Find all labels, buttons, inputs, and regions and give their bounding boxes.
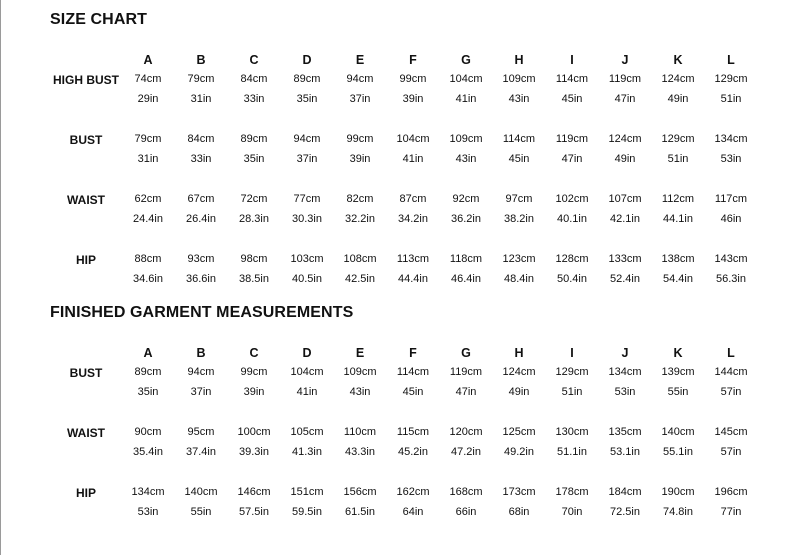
size-chart-in-value: 44.1in [663, 213, 693, 225]
size-chart-in-value: 38.2in [504, 213, 534, 225]
size-chart-title: SIZE CHART [50, 11, 147, 28]
size-chart-in-value: 45in [508, 153, 530, 165]
finished-garment-cm-value: 156cm [343, 486, 377, 498]
size-chart-cm-value: 87cm [399, 193, 427, 205]
finished-garment-in-value: 41in [296, 386, 318, 398]
finished-garment-in-value: 55in [190, 506, 212, 518]
size-chart-cm-value: 103cm [290, 253, 324, 265]
finished-garment-cm-value: 178cm [555, 486, 589, 498]
size-chart-size-header: L [727, 53, 735, 67]
finished-garment-cm-value: 151cm [290, 486, 324, 498]
size-chart-cm-value: 114cm [502, 133, 536, 145]
finished-garment-size-header: L [727, 346, 735, 360]
size-chart-in-value: 39in [402, 93, 424, 105]
size-chart-size-header: B [196, 53, 206, 67]
size-chart-size-header: G [461, 53, 471, 67]
size-chart-cm-value: 84cm [240, 73, 268, 85]
finished-garment-cm-value: 110cm [343, 426, 377, 438]
size-chart-cm-value: 79cm [187, 73, 215, 85]
size-chart-cm-value: 84cm [187, 133, 215, 145]
finished-garment-in-value: 41.3in [292, 446, 322, 458]
size-chart-in-value: 31in [137, 153, 159, 165]
finished-garment-cm-value: 140cm [184, 486, 218, 498]
finished-garment-cm-value: 95cm [187, 426, 215, 438]
size-chart-size-header: C [249, 53, 259, 67]
size-chart-cm-value: 74cm [134, 73, 162, 85]
finished-garment-in-value: 49.2in [504, 446, 534, 458]
finished-garment-in-value: 55in [667, 386, 689, 398]
size-chart-in-value: 54.4in [663, 273, 693, 285]
finished-garment-cm-value: 139cm [661, 366, 695, 378]
finished-garment-in-value: 47.2in [451, 446, 481, 458]
finished-garment-in-value: 61.5in [345, 506, 375, 518]
size-chart-in-value: 40.1in [557, 213, 587, 225]
finished-garment-size-header: I [570, 346, 574, 360]
finished-garment-in-value: 57.5in [239, 506, 269, 518]
size-chart-in-value: 39in [349, 153, 371, 165]
size-chart-in-value: 36.6in [186, 273, 216, 285]
finished-garment-title: FINISHED GARMENT MEASUREMENTS [50, 304, 354, 321]
size-chart-size-header: H [514, 53, 524, 67]
finished-garment-cm-value: 120cm [449, 426, 483, 438]
size-chart-in-value: 47in [614, 93, 636, 105]
finished-garment-in-value: 57in [720, 446, 742, 458]
size-chart-cm-value: 104cm [396, 133, 430, 145]
finished-garment-size-header: C [249, 346, 259, 360]
size-chart-in-value: 52.4in [610, 273, 640, 285]
size-chart-cm-value: 119cm [555, 133, 589, 145]
finished-garment-in-value: 45in [402, 386, 424, 398]
left-border-line [0, 0, 1, 555]
size-chart-in-value: 46.4in [451, 273, 481, 285]
finished-garment-cm-value: 135cm [608, 426, 642, 438]
size-chart-in-value: 49in [667, 93, 689, 105]
finished-garment-cm-value: 144cm [714, 366, 748, 378]
size-chart-cm-value: 109cm [449, 133, 483, 145]
finished-garment-size-header: J [621, 346, 629, 360]
finished-garment-size-header: H [514, 346, 524, 360]
finished-garment-in-value: 53.1in [610, 446, 640, 458]
finished-garment-cm-value: 89cm [134, 366, 162, 378]
size-chart-cm-value: 133cm [608, 253, 642, 265]
size-chart-in-value: 37in [349, 93, 371, 105]
size-chart-size-header: J [621, 53, 629, 67]
finished-garment-cm-value: 99cm [240, 366, 268, 378]
finished-garment-size-header: K [673, 346, 683, 360]
finished-garment-size-header: F [409, 346, 417, 360]
size-chart-in-value: 33in [243, 93, 265, 105]
size-chart-in-value: 40.5in [292, 273, 322, 285]
size-chart-cm-value: 118cm [449, 253, 483, 265]
size-chart-cm-value: 89cm [240, 133, 268, 145]
finished-garment-size-header: A [143, 346, 153, 360]
finished-garment-cm-value: 105cm [290, 426, 324, 438]
size-chart-in-value: 42.5in [345, 273, 375, 285]
size-chart-cm-value: 128cm [555, 253, 589, 265]
size-chart-cm-value: 99cm [346, 133, 374, 145]
size-chart-in-value: 51in [720, 93, 742, 105]
finished-garment-in-value: 59.5in [292, 506, 322, 518]
finished-garment-cm-value: 90cm [134, 426, 162, 438]
size-chart-cm-value: 143cm [714, 253, 748, 265]
finished-garment-in-value: 45.2in [398, 446, 428, 458]
size-chart-size-header: I [570, 53, 574, 67]
size-chart-row-label: HIP [75, 253, 96, 267]
finished-garment-cm-value: 140cm [661, 426, 695, 438]
size-chart-in-value: 51in [667, 153, 689, 165]
size-chart-size-header: F [409, 53, 417, 67]
size-chart-cm-value: 97cm [505, 193, 533, 205]
size-chart-cm-value: 88cm [134, 253, 162, 265]
size-chart-cm-value: 129cm [661, 133, 695, 145]
size-chart-cm-value: 79cm [134, 133, 162, 145]
finished-garment-in-value: 37in [190, 386, 212, 398]
size-chart-in-value: 33in [190, 153, 212, 165]
size-chart-in-value: 34.2in [398, 213, 428, 225]
size-chart-in-value: 42.1in [610, 213, 640, 225]
finished-garment-size-header: B [196, 346, 206, 360]
size-chart-cm-value: 62cm [134, 193, 162, 205]
size-chart-in-value: 36.2in [451, 213, 481, 225]
size-chart-cm-value: 102cm [555, 193, 589, 205]
finished-garment-cm-value: 134cm [608, 366, 642, 378]
size-chart-cm-value: 93cm [187, 253, 215, 265]
finished-garment-cm-value: 119cm [449, 366, 483, 378]
size-chart-cm-value: 107cm [608, 193, 642, 205]
finished-garment-cm-value: 134cm [131, 486, 165, 498]
size-chart-row-label: HIGH BUST [53, 73, 119, 87]
size-chart-in-value: 41in [455, 93, 477, 105]
size-chart-in-value: 35in [243, 153, 265, 165]
finished-garment-in-value: 55.1in [663, 446, 693, 458]
size-chart-cm-value: 112cm [661, 193, 695, 205]
size-chart-cm-value: 129cm [714, 73, 748, 85]
size-chart-in-value: 41in [402, 153, 424, 165]
size-chart-cm-value: 117cm [714, 193, 748, 205]
finished-garment-cm-value: 114cm [396, 366, 430, 378]
finished-garment-cm-value: 124cm [502, 366, 536, 378]
size-chart-in-value: 26.4in [186, 213, 216, 225]
size-chart-size-header: A [143, 53, 153, 67]
finished-garment-row-label: WAIST [67, 426, 105, 440]
finished-garment-in-value: 39in [243, 386, 265, 398]
size-chart-in-value: 43in [508, 93, 530, 105]
finished-garment-cm-value: 168cm [449, 486, 483, 498]
finished-garment-in-value: 70in [561, 506, 583, 518]
finished-garment-cm-value: 125cm [502, 426, 536, 438]
finished-garment-cm-value: 196cm [714, 486, 748, 498]
size-chart-cm-value: 113cm [396, 253, 430, 265]
finished-garment-in-value: 53in [614, 386, 636, 398]
finished-garment-cm-value: 146cm [237, 486, 271, 498]
size-chart-in-value: 46in [720, 213, 742, 225]
finished-garment-in-value: 72.5in [610, 506, 640, 518]
size-chart-cm-value: 94cm [293, 133, 321, 145]
finished-garment-in-value: 37.4in [186, 446, 216, 458]
size-chart-in-value: 37in [296, 153, 318, 165]
size-chart-size-header: E [355, 53, 365, 67]
finished-garment-in-value: 77in [720, 506, 742, 518]
finished-garment-cm-value: 109cm [343, 366, 377, 378]
size-chart-in-value: 43in [455, 153, 477, 165]
size-chart-in-value: 48.4in [504, 273, 534, 285]
size-chart-size-header: K [673, 53, 683, 67]
finished-garment-in-value: 43.3in [345, 446, 375, 458]
size-chart-in-value: 49in [614, 153, 636, 165]
size-chart-in-value: 32.2in [345, 213, 375, 225]
finished-garment-in-value: 49in [508, 386, 530, 398]
size-chart-cm-value: 94cm [346, 73, 374, 85]
finished-garment-in-value: 47in [455, 386, 477, 398]
finished-garment-size-header: D [302, 346, 312, 360]
finished-garment-in-value: 64in [402, 506, 424, 518]
size-chart-in-value: 35in [296, 93, 318, 105]
finished-garment-row-label: HIP [75, 486, 96, 500]
size-chart-row-label: BUST [69, 133, 103, 147]
size-chart-cm-value: 82cm [346, 193, 374, 205]
size-chart-cm-value: 123cm [502, 253, 536, 265]
size-chart-size-header: D [302, 53, 312, 67]
size-chart-cm-value: 114cm [555, 73, 589, 85]
finished-garment-cm-value: 184cm [608, 486, 642, 498]
size-chart-in-value: 53in [720, 153, 742, 165]
finished-garment-in-value: 35in [137, 386, 159, 398]
finished-garment-in-value: 68in [508, 506, 530, 518]
size-chart-in-value: 29in [137, 93, 159, 105]
size-chart-cm-value: 92cm [452, 193, 480, 205]
size-chart-cm-value: 104cm [449, 73, 483, 85]
finished-garment-cm-value: 104cm [290, 366, 324, 378]
size-chart-in-value: 47in [561, 153, 583, 165]
size-chart-in-value: 28.3in [239, 213, 269, 225]
size-chart-in-value: 38.5in [239, 273, 269, 285]
finished-garment-cm-value: 145cm [714, 426, 748, 438]
size-chart-cm-value: 72cm [240, 193, 268, 205]
finished-garment-cm-value: 173cm [502, 486, 536, 498]
size-chart-cm-value: 77cm [293, 193, 321, 205]
size-chart-cm-value: 134cm [714, 133, 748, 145]
finished-garment-in-value: 53in [137, 506, 159, 518]
finished-garment-cm-value: 115cm [396, 426, 430, 438]
size-chart-cm-value: 108cm [343, 253, 377, 265]
size-chart-in-value: 30.3in [292, 213, 322, 225]
size-chart-in-value: 24.4in [133, 213, 163, 225]
finished-garment-in-value: 35.4in [133, 446, 163, 458]
finished-garment-in-value: 57in [720, 386, 742, 398]
size-chart-cm-value: 98cm [240, 253, 268, 265]
finished-garment-cm-value: 190cm [661, 486, 695, 498]
finished-garment-cm-value: 94cm [187, 366, 215, 378]
finished-garment-cm-value: 129cm [555, 366, 589, 378]
finished-garment-size-header: E [355, 346, 365, 360]
finished-garment-in-value: 43in [349, 386, 371, 398]
size-chart-in-value: 56.3in [716, 273, 746, 285]
size-chart-cm-value: 124cm [608, 133, 642, 145]
finished-garment-in-value: 51.1in [557, 446, 587, 458]
size-chart-in-value: 50.4in [557, 273, 587, 285]
finished-garment-in-value: 51in [561, 386, 583, 398]
finished-garment-in-value: 39.3in [239, 446, 269, 458]
finished-garment-cm-value: 162cm [396, 486, 430, 498]
size-chart-cm-value: 67cm [187, 193, 215, 205]
size-chart-in-value: 31in [190, 93, 212, 105]
finished-garment-cm-value: 100cm [237, 426, 271, 438]
size-chart-in-value: 45in [561, 93, 583, 105]
size-chart-cm-value: 124cm [661, 73, 695, 85]
size-chart-in-value: 34.6in [133, 273, 163, 285]
finished-garment-in-value: 66in [455, 506, 477, 518]
size-chart-cm-value: 109cm [502, 73, 536, 85]
size-chart-row-label: WAIST [67, 193, 105, 207]
size-chart-cm-value: 99cm [399, 73, 427, 85]
finished-garment-cm-value: 130cm [555, 426, 589, 438]
finished-garment-size-header: G [461, 346, 471, 360]
finished-garment-in-value: 74.8in [663, 506, 693, 518]
size-chart-cm-value: 138cm [661, 253, 695, 265]
size-chart-cm-value: 89cm [293, 73, 321, 85]
finished-garment-row-label: BUST [69, 366, 103, 380]
size-chart-in-value: 44.4in [398, 273, 428, 285]
size-chart-cm-value: 119cm [608, 73, 642, 85]
